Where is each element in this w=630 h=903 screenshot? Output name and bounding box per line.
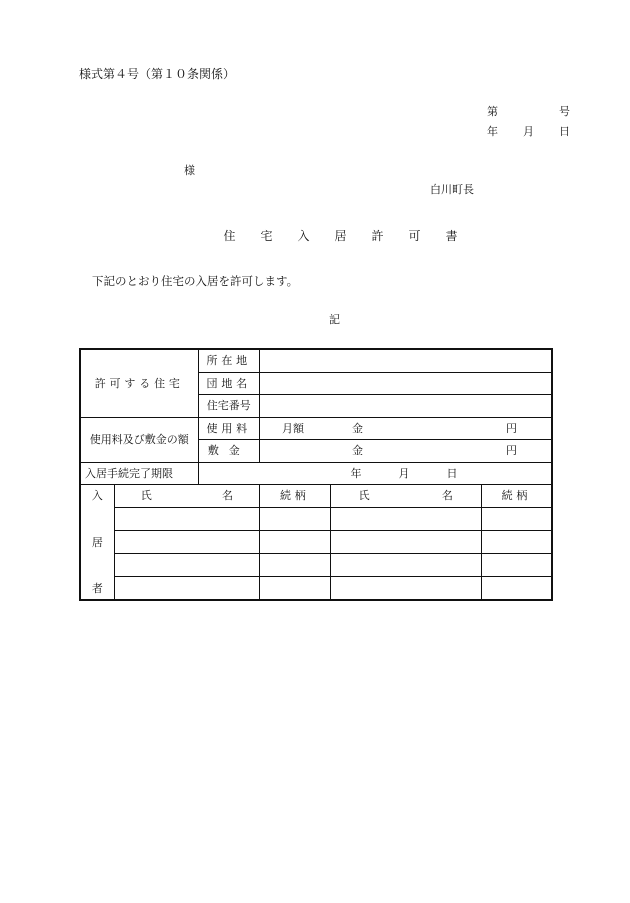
title-char: 居 xyxy=(334,229,347,243)
resident-name-cell xyxy=(114,507,259,530)
ki-label: 記 xyxy=(329,313,340,326)
title-char: 入 xyxy=(297,229,310,243)
deposit-value xyxy=(260,440,552,463)
date-day: 日 xyxy=(559,125,570,138)
usage-fee-label: 使用料 xyxy=(198,417,260,440)
document-number-suffix: 号 xyxy=(559,105,570,118)
permit-table xyxy=(79,348,553,601)
estate-value xyxy=(260,372,552,395)
resident-name-cell xyxy=(330,507,481,530)
residents-char: 居 xyxy=(91,535,103,549)
body-text: 下記のとおり住宅の入居を許可します。 xyxy=(92,274,299,288)
resident-relation-cell xyxy=(481,530,552,553)
form-number: 様式第４号（第１０条関係） xyxy=(79,67,236,81)
house-number-value xyxy=(260,395,552,418)
resident-relation-cell xyxy=(260,530,331,553)
name-header xyxy=(114,485,259,508)
name-char: 氏 xyxy=(358,489,370,503)
name-header xyxy=(330,485,481,508)
deadline-value xyxy=(198,462,552,485)
resident-name-cell xyxy=(114,576,259,600)
relation-header: 続柄 xyxy=(481,485,552,508)
title-char: 書 xyxy=(445,229,458,243)
deadline-month: 月 xyxy=(398,466,410,480)
kin-label: 金 xyxy=(352,421,364,435)
house-number-label: 住宅番号 xyxy=(198,395,260,418)
location-label: 所在地 xyxy=(198,349,260,372)
residents-label xyxy=(80,485,114,601)
residents-char: 入 xyxy=(91,489,103,502)
resident-name-cell xyxy=(330,576,481,600)
resident-name-cell xyxy=(114,530,259,553)
yen-label: 円 xyxy=(506,421,517,435)
deadline-day: 日 xyxy=(446,466,458,480)
name-char: 氏 xyxy=(140,489,152,503)
location-value xyxy=(260,349,552,372)
resident-row xyxy=(80,530,552,553)
resident-relation-cell xyxy=(260,553,331,576)
resident-relation-cell xyxy=(481,507,552,530)
date-month: 月 xyxy=(523,125,534,138)
resident-relation-cell xyxy=(260,507,331,530)
kin-label: 金 xyxy=(352,444,364,458)
resident-row xyxy=(80,576,552,600)
issuer-name: 白川町長 xyxy=(430,183,474,196)
deadline-year: 年 xyxy=(350,466,362,480)
addressee-suffix: 様 xyxy=(184,164,195,177)
resident-relation-cell xyxy=(481,553,552,576)
date-year: 年 xyxy=(487,125,498,138)
name-char: 名 xyxy=(441,489,453,503)
housing-label: 許可する住宅 xyxy=(80,349,198,417)
resident-name-cell xyxy=(114,553,259,576)
estate-label: 団地名 xyxy=(198,372,260,395)
resident-name-cell xyxy=(330,553,481,576)
document-title xyxy=(211,230,470,242)
deadline-label: 入居手続完了期限 xyxy=(80,462,198,485)
resident-relation-cell xyxy=(481,576,552,600)
resident-relation-cell xyxy=(260,576,331,600)
title-char: 住 xyxy=(223,229,236,243)
relation-header: 続柄 xyxy=(260,485,331,508)
deposit-label: 敷金 xyxy=(198,440,260,463)
title-char: 許 xyxy=(371,229,384,243)
document-number-prefix: 第 xyxy=(487,105,498,118)
resident-row xyxy=(80,553,552,576)
title-char: 可 xyxy=(408,229,421,243)
monthly-label: 月額 xyxy=(282,421,305,435)
resident-row xyxy=(80,507,552,530)
resident-name-cell xyxy=(330,530,481,553)
fee-label: 使用料及び敷金の額 xyxy=(80,417,198,462)
usage-fee-value xyxy=(260,417,552,440)
name-char: 名 xyxy=(222,489,234,503)
residents-char: 者 xyxy=(91,582,103,595)
yen-label: 円 xyxy=(506,444,517,458)
title-char: 宅 xyxy=(260,229,273,243)
